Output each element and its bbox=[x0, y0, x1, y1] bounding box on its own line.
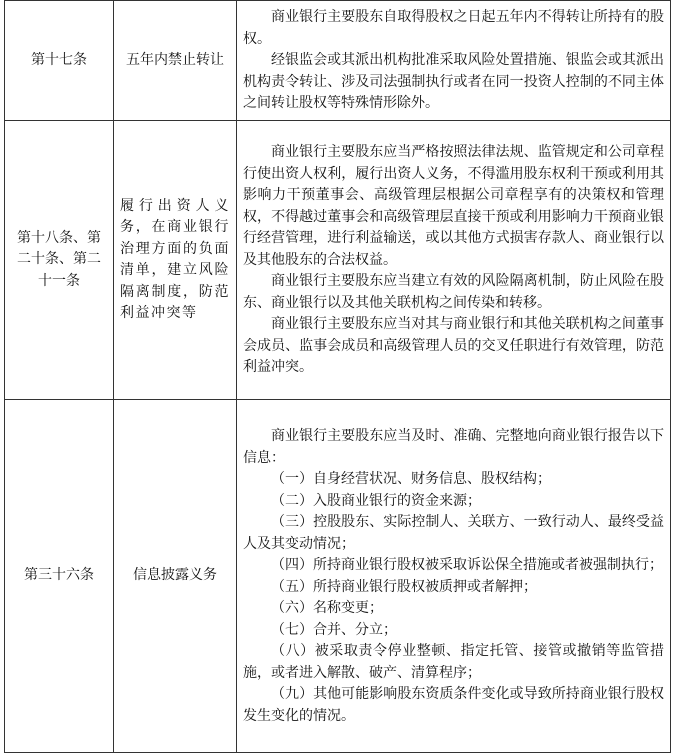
list-item: （六）名称变更； bbox=[271, 600, 383, 616]
content-paragraph: 商业银行主要股东应当建立有效的风险隔离机制，防止风险在股东、商业银行以及其他关联机构之间传染和转移。 bbox=[243, 273, 664, 311]
list-item: （一）自身经营状况、财务信息、股权结构； bbox=[271, 471, 551, 487]
topic-cell: 履行出资人义务，在商业银行治理方面的负面清单，建立风险隔离制度，防范利益冲突等 bbox=[114, 121, 237, 400]
table-row bbox=[5, 400, 671, 753]
content-cell bbox=[237, 121, 671, 400]
content-paragraph: 商业银行主要股东应当严格按照法律法规、监管规定和公司章程行使出资人权利，履行出资人义务，不得滥用股东权利干预或利用其影响力干预董事会、高级管理层根据公司章程享有的决策权和管理权，不得越过董事会和高级管理层直接干预或利用影响力干预商业银行经营管理，进行利益输送，或以其他方式损害存款人、商业银行以及其他股东的合法权益。 bbox=[243, 144, 664, 268]
content-cell bbox=[237, 400, 671, 753]
list-item: （二）入股商业银行的资金来源； bbox=[271, 492, 481, 509]
content-paragraph: 商业银行主要股东自取得股权之日起五年内不得转让所持有的股权。 bbox=[243, 9, 664, 47]
content-paragraph: 经银监会或其派出机构批准采取风险处置措施、银监会或其派出机构责令转让、涉及司法强制执行或者在同一投资人控制的不同主体之间转让股权等特殊情形除外。 bbox=[243, 52, 664, 112]
article-number: 第十七条 bbox=[5, 1, 114, 121]
article-number: 第十八条、第二十条、第二十一条 bbox=[5, 121, 114, 400]
topic-cell: 五年内禁止转让 bbox=[114, 1, 237, 121]
topic-cell: 信息披露义务 bbox=[114, 400, 237, 753]
regulation-table bbox=[4, 0, 671, 753]
content-paragraph: 商业银行主要股东应当及时、准确、完整地向商业银行报告以下信息： bbox=[243, 428, 664, 466]
list-item: （五）所持商业银行股权被质押或者解押； bbox=[271, 578, 537, 595]
article-number: 第三十六条 bbox=[5, 400, 114, 753]
table-row bbox=[5, 121, 671, 400]
content-paragraph: 商业银行主要股东应当对其与商业银行和其他关联机构之间董事会成员、监事会成员和高级管理人员的交叉任职进行有效管理，防范利益冲突。 bbox=[243, 316, 664, 376]
content-cell bbox=[237, 1, 671, 121]
list-item: （七）合并、分立； bbox=[271, 621, 397, 638]
list-item: （四）所持商业银行股权被采取诉讼保全措施或者被强制执行； bbox=[271, 557, 663, 573]
list-item: （九）其他可能影响股东资质条件变化或导致所持商业银行股权发生变化的情况。 bbox=[243, 686, 664, 724]
list-item: （三）控股股东、实际控制人、关联方、一致行动人、最终受益人及其变动情况； bbox=[243, 514, 664, 552]
list-item: （八）被采取责令停业整顿、指定托管、接管或撤销等监管措施，或者进入解散、破产、清算程序； bbox=[243, 643, 664, 681]
table-row bbox=[5, 1, 671, 121]
